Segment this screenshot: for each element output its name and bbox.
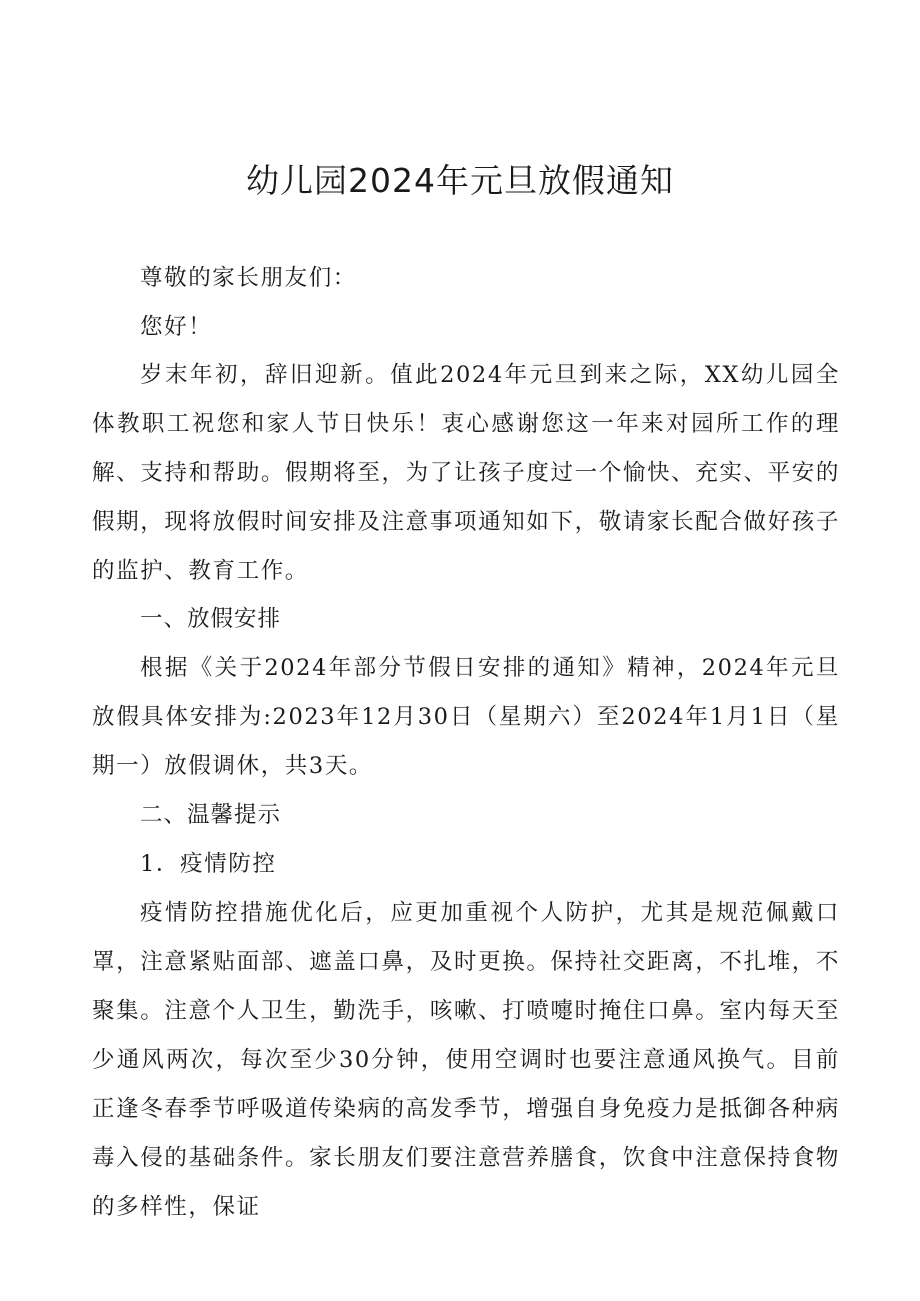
section-heading-tips: 二、温馨提示 <box>140 802 282 828</box>
section-heading-holiday-arrangement: 一、放假安排 <box>140 606 282 632</box>
greeting: 您好！ <box>140 314 213 340</box>
epidemic-control-paragraph: 疫情防控措施优化后，应更加重视个人防护，尤其是规范佩戴口罩，注意紧贴面部、遮盖口鼻，及时更换。保持社交距离，不扎堆，不聚集。注意个人卫生，勤洗手，咳嗽、打喷嚏时掩住口鼻。室内每天至少通风两次，每次至少30分钟，使用空调时也要注意通风换气。目前正逢冬春季节呼吸道传染病的高发季节，增强自身免疫力是抵御各种病毒入侵的基础条件。家长朋友们要注意营养膳食，饮食中注意保持食物的多样性，保证 <box>92 900 840 1220</box>
document-title: 幼儿园2024年元旦放假通知 <box>246 161 674 200</box>
intro-paragraph: 岁末年初，辞旧迎新。值此2024年元旦到来之际，XX幼儿园全体教职工祝您和家人节日快乐！衷心感谢您这一年来对园所工作的理解、支持和帮助。假期将至，为了让孩子度过一个愉快、充实、平安的假期，现将放假时间安排及注意事项通知如下，敬请家长配合做好孩子的监护、教育工作。 <box>92 362 840 584</box>
salutation: 尊敬的家长朋友们： <box>140 265 357 291</box>
subheading-epidemic-control: 1．疫情防控 <box>140 851 277 877</box>
holiday-arrangement-paragraph: 根据《关于2024年部分节假日安排的通知》精神，2024年元旦放假具体安排为:2023年12月30日（星期六）至2024年1月1日（星期一）放假调休，共3天。 <box>92 655 841 779</box>
